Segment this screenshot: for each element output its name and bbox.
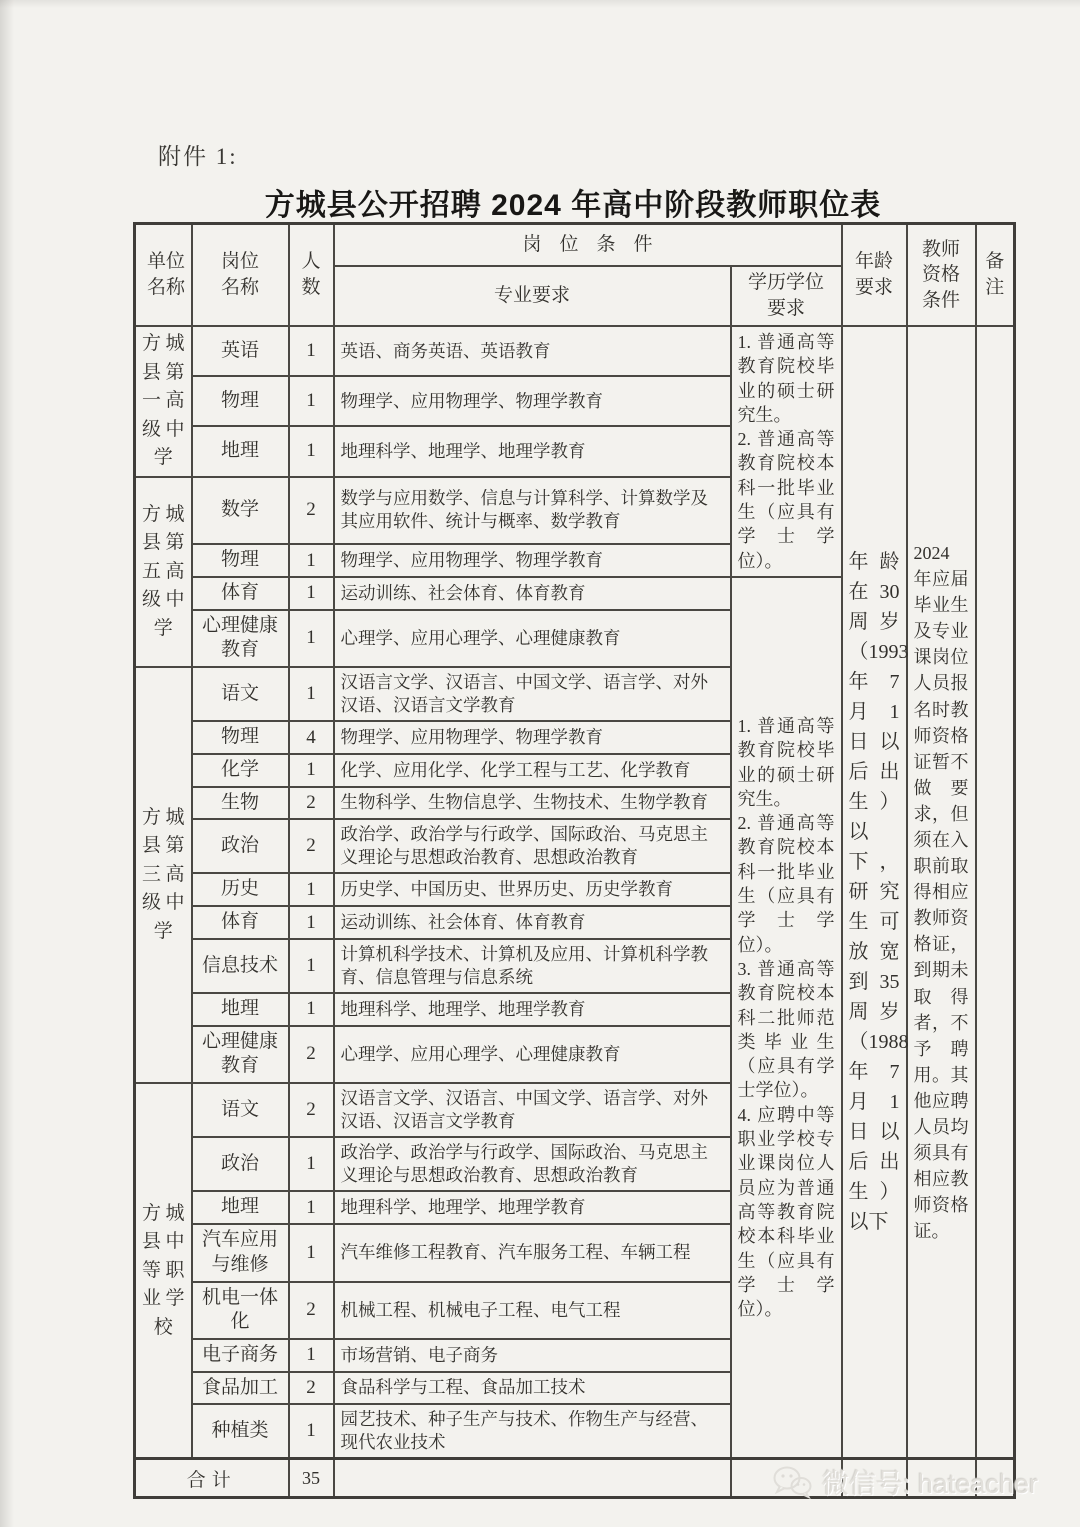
headcount-cell: 1: [289, 1224, 334, 1281]
headcount-cell: 1: [289, 754, 334, 787]
col-header-age-label: 年龄要求: [855, 251, 894, 298]
majors-cell: 数学与应用数学、信息与计算科学、计算数学及其应用软件、统计与概率、数学教育: [334, 477, 731, 545]
majors-cell: 物理学、应用物理学、物理学教育: [334, 721, 731, 754]
headcount-cell: 2: [289, 819, 334, 873]
headcount-cell: 1: [289, 1191, 334, 1224]
headcount-cell: 2: [289, 787, 334, 820]
position-title-cell: 体育: [192, 577, 289, 610]
majors-cell: 心理学、应用心理学、心理健康教育: [334, 1026, 731, 1083]
majors-cell: 物理学、应用物理学、物理学教育: [334, 376, 731, 426]
col-header-cert: [907, 224, 976, 327]
majors-cell: 计算机科学技术、计算机及应用、计算机科学教育、信息管理与信息系统: [334, 939, 731, 993]
majors-cell: 历史学、中国历史、世界历史、历史学教育: [334, 873, 731, 906]
headcount-cell: 2: [289, 1282, 334, 1339]
col-header-position-label: 岗位名称: [220, 251, 259, 298]
degree-requirement-cell: [731, 326, 842, 577]
degree-requirement-item: 4. 应聘中等职业学校专业课岗位人员应为普通高等教育院校本科毕业生（应具有学士学位）。: [737, 1104, 835, 1320]
col-header-cert-label: 教师资格条件: [922, 238, 961, 311]
headcount-cell: 2: [289, 1026, 334, 1083]
wechat-icon: [772, 1465, 812, 1499]
position-title-cell: 物理: [192, 544, 289, 577]
majors-cell: 地理科学、地理学、地理学教育: [334, 426, 731, 476]
position-title-cell: 政治: [192, 819, 289, 873]
degree-requirement-item: 1. 普通高等教育院校毕业的硕士研究生。: [737, 332, 835, 425]
group-header-position-conditions: [334, 224, 842, 267]
school-name-cell: 方城县第一高级中学: [135, 326, 192, 477]
group-header-label: 岗位条件: [522, 233, 671, 255]
col-header-remark: [976, 224, 1015, 327]
attachment-label: 附件 1:: [158, 144, 238, 169]
degree-requirement-cell: [731, 577, 842, 1459]
majors-cell: 心理学、应用心理学、心理健康教育: [334, 610, 731, 667]
position-title-cell: 政治: [192, 1137, 289, 1191]
position-title-cell: 化学: [192, 754, 289, 787]
headcount-cell: 1: [289, 426, 334, 476]
degree-requirement-item: 1. 普通高等教育院校毕业的硕士研究生。: [737, 716, 835, 809]
watermark-text: 微信号: hateacher: [821, 1469, 1038, 1499]
col-header-degree-label: 学历学位要求: [747, 272, 824, 319]
total-label-cell: 合计: [135, 1459, 289, 1498]
position-title-cell: 历史: [192, 873, 289, 906]
position-title-cell: 语文: [192, 1083, 289, 1137]
headcount-cell: 1: [289, 577, 334, 610]
headcount-cell: 2: [289, 1083, 334, 1137]
position-title-cell: 心理健康教育: [192, 1026, 289, 1083]
position-title-cell: 汽车应用与维修: [192, 1224, 289, 1281]
headcount-cell: 4: [289, 721, 334, 754]
position-title-cell: 地理: [192, 1191, 289, 1224]
position-title-cell: 体育: [192, 906, 289, 939]
headcount-cell: 1: [289, 1404, 334, 1459]
watermark: [772, 1462, 1038, 1501]
majors-cell: 政治学、政治学与行政学、国际政治、马克思主义理论与思想政治教育、思想政治教育: [334, 1137, 731, 1191]
scan-edge: [0, 0, 14, 1527]
majors-cell: 汉语言文学、汉语言、中国文学、语言学、对外汉语、汉语言文学教育: [334, 1083, 731, 1137]
position-title-cell: 心理健康教育: [192, 610, 289, 667]
teacher-cert-cell: 2024 年应届毕业生及专业课岗位人员报名时教师资格证暂不做要求，但须在入职前取得相应教师资格证，到期未取得者，不予聘用。其他应聘人员均须具有相应教师资格证。: [907, 326, 976, 1459]
majors-cell: 汉语言文学、汉语言、中国文学、语言学、对外汉语、汉语言文学教育: [334, 667, 731, 721]
total-count-cell: 35: [289, 1459, 334, 1498]
headcount-cell: 1: [289, 906, 334, 939]
col-header-age: [842, 224, 907, 327]
majors-cell: 英语、商务英语、英语教育: [334, 326, 731, 376]
degree-requirement-item: 3. 普通高等教育院校本科二批师范类毕业生（应具有学士学位）。: [737, 958, 835, 1101]
majors-cell: 市场营销、电子商务: [334, 1339, 731, 1372]
col-header-unit: [135, 224, 192, 327]
headcount-cell: 1: [289, 667, 334, 721]
remarks-cell: [976, 326, 1015, 1459]
headcount-cell: 1: [289, 610, 334, 667]
headcount-cell: 1: [289, 939, 334, 993]
position-title-cell: 数学: [192, 477, 289, 545]
headcount-cell: 2: [289, 1372, 334, 1405]
position-title-cell: 食品加工: [192, 1372, 289, 1405]
majors-cell: 运动训练、社会体育、体育教育: [334, 906, 731, 939]
position-title-cell: 信息技术: [192, 939, 289, 993]
col-header-majors: [334, 266, 731, 326]
col-header-majors-label: 专业要求: [493, 285, 570, 307]
table-row: [135, 326, 1015, 376]
col-header-count: [289, 224, 334, 327]
col-header-unit-label: 单位名称: [146, 251, 185, 298]
col-header-position: [192, 224, 289, 327]
headcount-cell: 1: [289, 1137, 334, 1191]
headcount-cell: 2: [289, 477, 334, 545]
position-title-cell: 种植类: [192, 1404, 289, 1459]
headcount-cell: 1: [289, 544, 334, 577]
majors-cell: 园艺技术、种子生产与技术、作物生产与经营、现代农业技术: [334, 1404, 731, 1459]
headcount-cell: 1: [289, 873, 334, 906]
scan-edge: [0, 0, 1080, 8]
position-title-cell: 机电一体化: [192, 1282, 289, 1339]
headcount-cell: 1: [289, 326, 334, 376]
headcount-cell: 1: [289, 1339, 334, 1372]
school-name-cell: 方城县第三高级中学: [135, 667, 192, 1083]
col-header-degree: [731, 266, 842, 326]
majors-cell: 地理科学、地理学、地理学教育: [334, 1191, 731, 1224]
position-title-cell: 地理: [192, 993, 289, 1026]
position-title-cell: 英语: [192, 326, 289, 376]
majors-cell-empty: [334, 1459, 731, 1498]
degree-requirement-item: 2. 普通高等教育院校本科一批毕业生（应具有学士学位）。: [737, 813, 835, 955]
headcount-cell: 1: [289, 993, 334, 1026]
majors-cell: 物理学、应用物理学、物理学教育: [334, 544, 731, 577]
position-title-cell: 生物: [192, 787, 289, 820]
position-title-cell: 物理: [192, 721, 289, 754]
page-title: 方城县公开招聘 2024 年高中阶段教师职位表: [264, 189, 882, 222]
majors-cell: 地理科学、地理学、地理学教育: [334, 993, 731, 1026]
majors-cell: 汽车维修工程教育、汽车服务工程、车辆工程: [334, 1224, 731, 1281]
position-title-cell: 物理: [192, 376, 289, 426]
majors-cell: 运动训练、社会体育、体育教育: [334, 577, 731, 610]
school-name-cell: 方城县第五高级中学: [135, 477, 192, 668]
position-title-cell: 语文: [192, 667, 289, 721]
table-body: [135, 326, 1015, 1498]
position-title-cell: 电子商务: [192, 1339, 289, 1372]
position-title-cell: 地理: [192, 426, 289, 476]
school-name-cell: 方城县中等职业学校: [135, 1083, 192, 1459]
majors-cell: 政治学、政治学与行政学、国际政治、马克思主义理论与思想政治教育、思想政治教育: [334, 819, 731, 873]
degree-requirement-item: 2. 普通高等教育院校本科一批毕业生（应具有学士学位）。: [737, 429, 835, 571]
col-header-remark-label: 备注: [985, 251, 1005, 298]
age-requirement-cell: 年龄在 30 周岁（1993 年 7 月 1 日以后出生）以下，研究生可放宽到 35 周岁（1988 年 7 月 1 日以后出生）以下: [842, 326, 907, 1459]
majors-cell: 化学、应用化学、化学工程与工艺、化学教育: [334, 754, 731, 787]
majors-cell: 生物科学、生物信息学、生物技术、生物学教育: [334, 787, 731, 820]
majors-cell: 食品科学与工程、食品加工技术: [334, 1372, 731, 1405]
majors-cell: 机械工程、机械电子工程、电气工程: [334, 1282, 731, 1339]
headcount-cell: 1: [289, 376, 334, 426]
positions-table: [133, 222, 1016, 1499]
col-header-count-label: 人数: [301, 251, 321, 298]
